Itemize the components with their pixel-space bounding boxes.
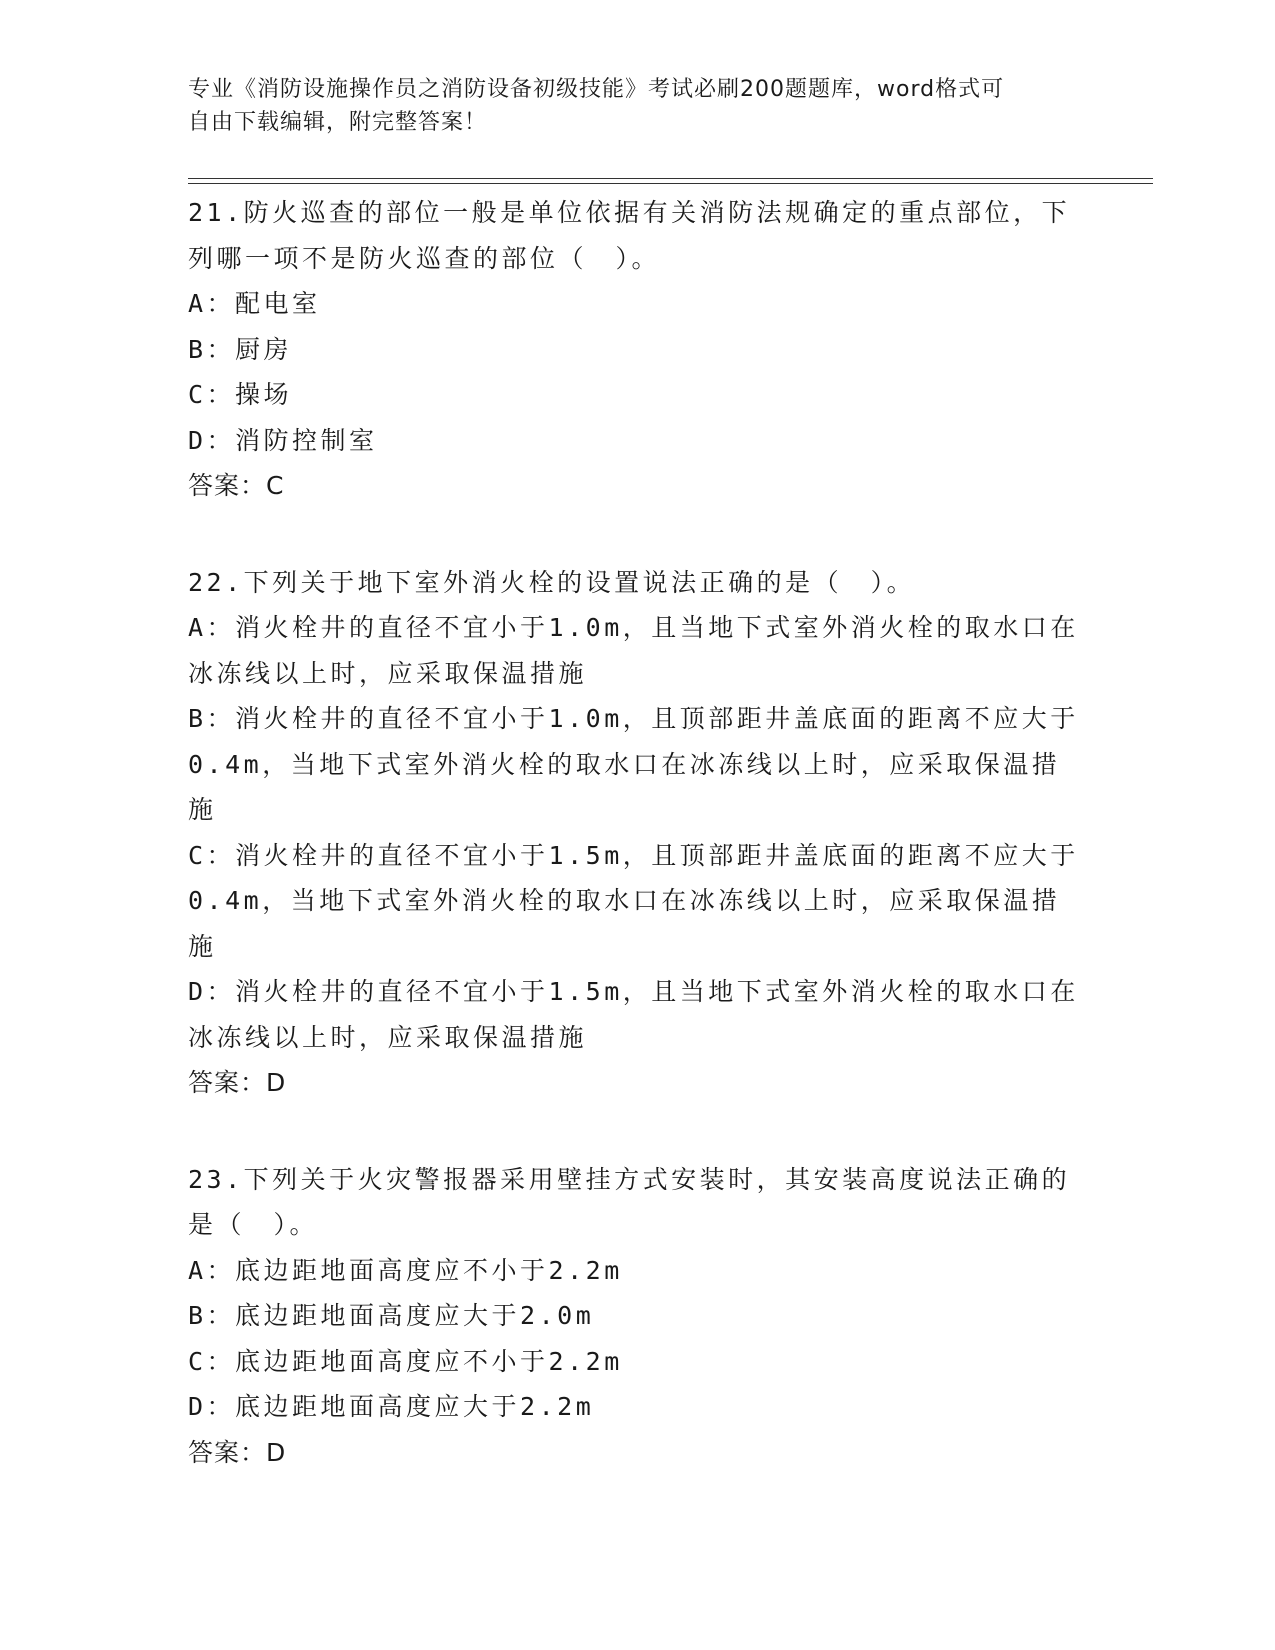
question-22 bbox=[188, 560, 1088, 1106]
option-a: A：消火栓井的直径不宜小于1.0m，且当地下式室外消火栓的取水口在 bbox=[188, 613, 1079, 642]
option-b: B：底边距地面高度应大于2.0m bbox=[188, 1301, 595, 1330]
option-a: A：底边距地面高度应不小于2.2m bbox=[188, 1255, 623, 1285]
answer-label: 答案：C bbox=[188, 471, 285, 500]
option-d: D：底边距地面高度应大于2.2m bbox=[188, 1392, 595, 1421]
option-a: A：配电室 bbox=[188, 289, 321, 318]
option-d: D：消火栓井的直径不宜小于1.5m，且当地下式室外消火栓的取水口在 bbox=[188, 977, 1079, 1006]
option-d-continued: 冰冻线以上时，应采取保温措施 bbox=[188, 1022, 588, 1052]
header-title-line-2: 自由下载编辑，附完整答案！ bbox=[188, 110, 488, 135]
question-21 bbox=[188, 190, 1088, 509]
question-stem-line: 是（ ）。 bbox=[188, 1210, 319, 1239]
answer-label: 答案：D bbox=[188, 1437, 287, 1467]
option-b-continued: 0.4m，当地下式室外消火栓的取水口在冰冻线以上时，应采取保温措 bbox=[188, 749, 1061, 779]
question-stem-line: 列哪一项不是防火巡查的部位（ ）。 bbox=[188, 243, 661, 273]
option-b: B：消火栓井的直径不宜小于1.0m，且顶部距井盖底面的距离不应大于 bbox=[188, 704, 1079, 733]
question-stem-line: 21.防火巡查的部位一般是单位依据有关消防法规确定的重点部位，下 bbox=[188, 198, 1071, 227]
option-c: C：操场 bbox=[188, 380, 293, 409]
option-b: B：厨房 bbox=[188, 334, 293, 364]
question-list bbox=[188, 190, 1088, 1526]
option-a-continued: 冰冻线以上时，应采取保温措施 bbox=[188, 658, 588, 688]
header-divider-bottom bbox=[188, 183, 1153, 184]
option-d: D：消防控制室 bbox=[188, 425, 378, 455]
header-title-line-1: 专业《消防设施操作员之消防设备初级技能》考试必刷200题题库，word格式可 bbox=[188, 77, 1005, 102]
option-c-continued: 0.4m，当地下式室外消火栓的取水口在冰冻线以上时，应采取保温措 bbox=[188, 886, 1061, 915]
question-stem-line: 23.下列关于火灾警报器采用壁挂方式安装时，其安装高度说法正确的 bbox=[188, 1164, 1071, 1194]
question-23 bbox=[188, 1157, 1088, 1476]
option-c: C：消火栓井的直径不宜小于1.5m，且顶部距井盖底面的距离不应大于 bbox=[188, 840, 1079, 870]
answer-label: 答案：D bbox=[188, 1068, 287, 1097]
option-c: C：底边距地面高度应不小于2.2m bbox=[188, 1346, 623, 1376]
option-c-continued: 施 bbox=[188, 931, 217, 961]
option-b-continued: 施 bbox=[188, 795, 217, 824]
header-divider-top bbox=[188, 178, 1153, 179]
question-stem-line: 22.下列关于地下室外消火栓的设置说法正确的是（ ）。 bbox=[188, 567, 916, 597]
document-header bbox=[188, 73, 1068, 139]
